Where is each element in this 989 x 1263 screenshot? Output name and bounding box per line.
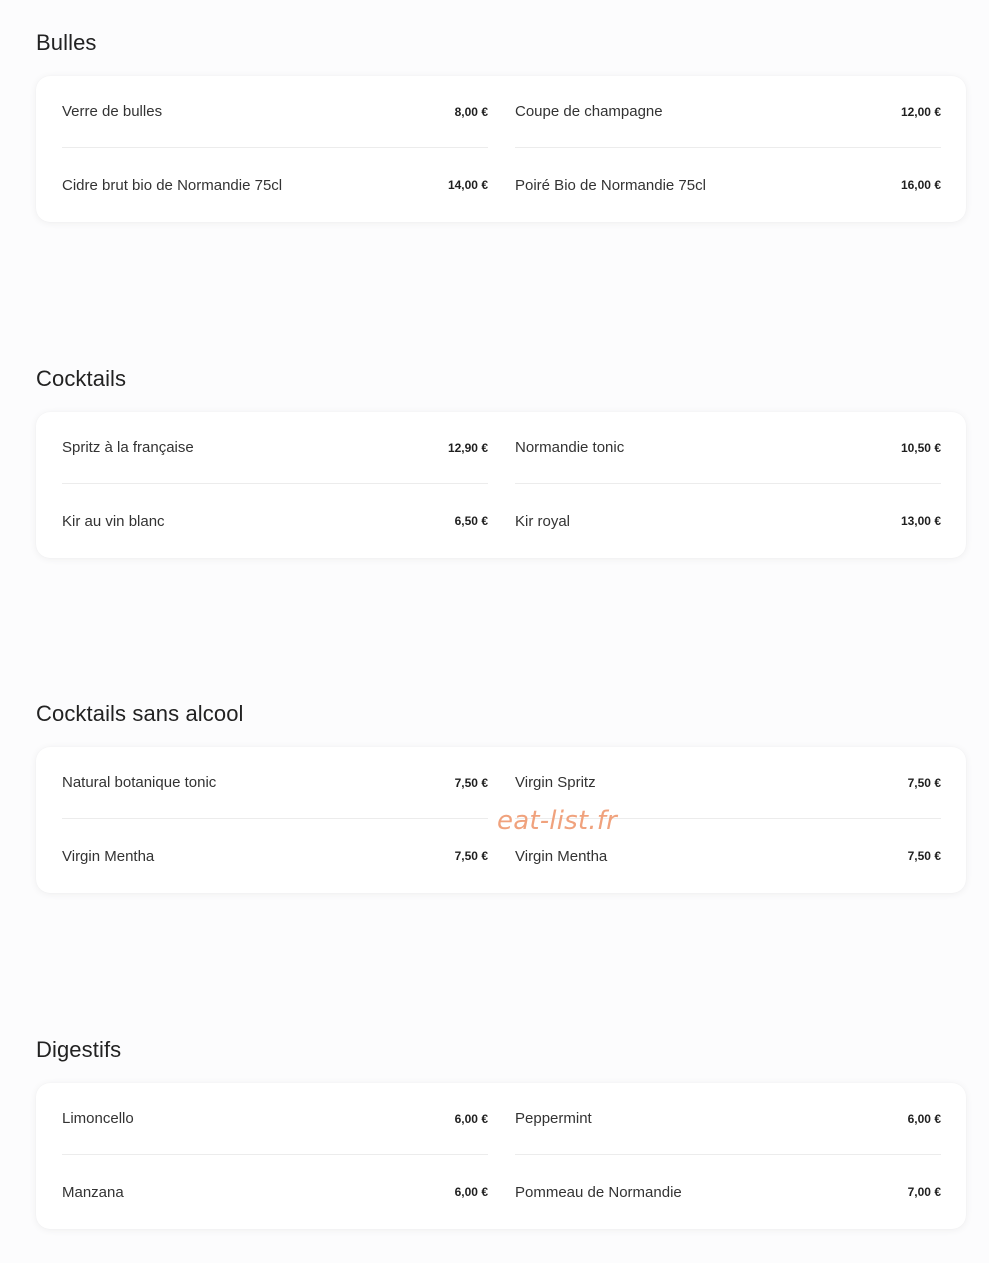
item-price: 7,00 € [907,1185,941,1199]
menu-item[interactable] [62,485,488,557]
section-cocktails [36,365,966,530]
item-name: Kir au vin blanc [62,512,165,530]
item-price: 6,00 € [454,1111,488,1126]
item-name: Verre de bulles [62,103,163,120]
menu-item[interactable] [62,76,488,148]
item-price: 16,00 € [900,178,941,192]
item-name: Cidre brut bio de Normandie 75cl [62,176,283,194]
item-price: 6,00 € [454,1185,488,1199]
watermark-text: eat-list.fr [497,806,617,836]
menu-item[interactable] [62,149,488,221]
section-bulles [36,29,966,194]
item-price: 14,00 € [447,178,488,192]
item-name: Virgin Mentha [515,847,608,865]
item-price: 10,50 € [900,440,941,455]
item-price: 6,50 € [454,514,488,528]
menu-item[interactable] [515,412,941,484]
section-title: Digestifs [36,1037,122,1062]
item-name: Virgin Mentha [62,847,155,865]
item-name: Poiré Bio de Normandie 75cl [515,176,706,194]
section-title: Cocktails [36,366,127,391]
item-price: 7,50 € [907,775,941,790]
menu-item[interactable] [515,1083,941,1155]
menu-item[interactable] [515,485,941,557]
item-name: Normandie tonic [515,439,625,456]
menu-item[interactable] [515,76,941,148]
menu-item[interactable] [62,1083,488,1155]
item-price: 7,50 € [454,849,488,863]
item-name: Peppermint [515,1110,592,1127]
item-price: 7,50 € [454,775,488,790]
item-price: 13,00 € [900,514,941,528]
item-price: 6,00 € [907,1111,941,1126]
item-name: Natural botanique tonic [62,774,217,791]
item-price: 12,00 € [900,104,941,119]
item-name: Limoncello [62,1110,134,1127]
section-title: Bulles [36,30,97,55]
section-digestifs [36,1036,966,1201]
item-price: 12,90 € [447,440,488,455]
menu-item[interactable] [515,1156,941,1228]
item-price: 8,00 € [454,104,488,119]
menu-card [36,412,966,558]
menu-item[interactable] [515,149,941,221]
menu-card [36,1083,966,1229]
menu-item[interactable] [62,747,488,819]
item-name: Pommeau de Normandie [515,1183,682,1201]
item-name: Spritz à la française [62,439,194,456]
item-price: 7,50 € [907,849,941,863]
item-name: Coupe de champagne [515,103,663,120]
menu-card [36,76,966,222]
menu-item[interactable] [62,1156,488,1228]
item-name: Virgin Spritz [515,774,596,791]
item-name: Kir royal [515,512,571,530]
item-name: Manzana [62,1183,124,1201]
menu-item[interactable] [62,820,488,892]
menu-item[interactable] [62,412,488,484]
section-title: Cocktails sans alcool [36,701,244,726]
